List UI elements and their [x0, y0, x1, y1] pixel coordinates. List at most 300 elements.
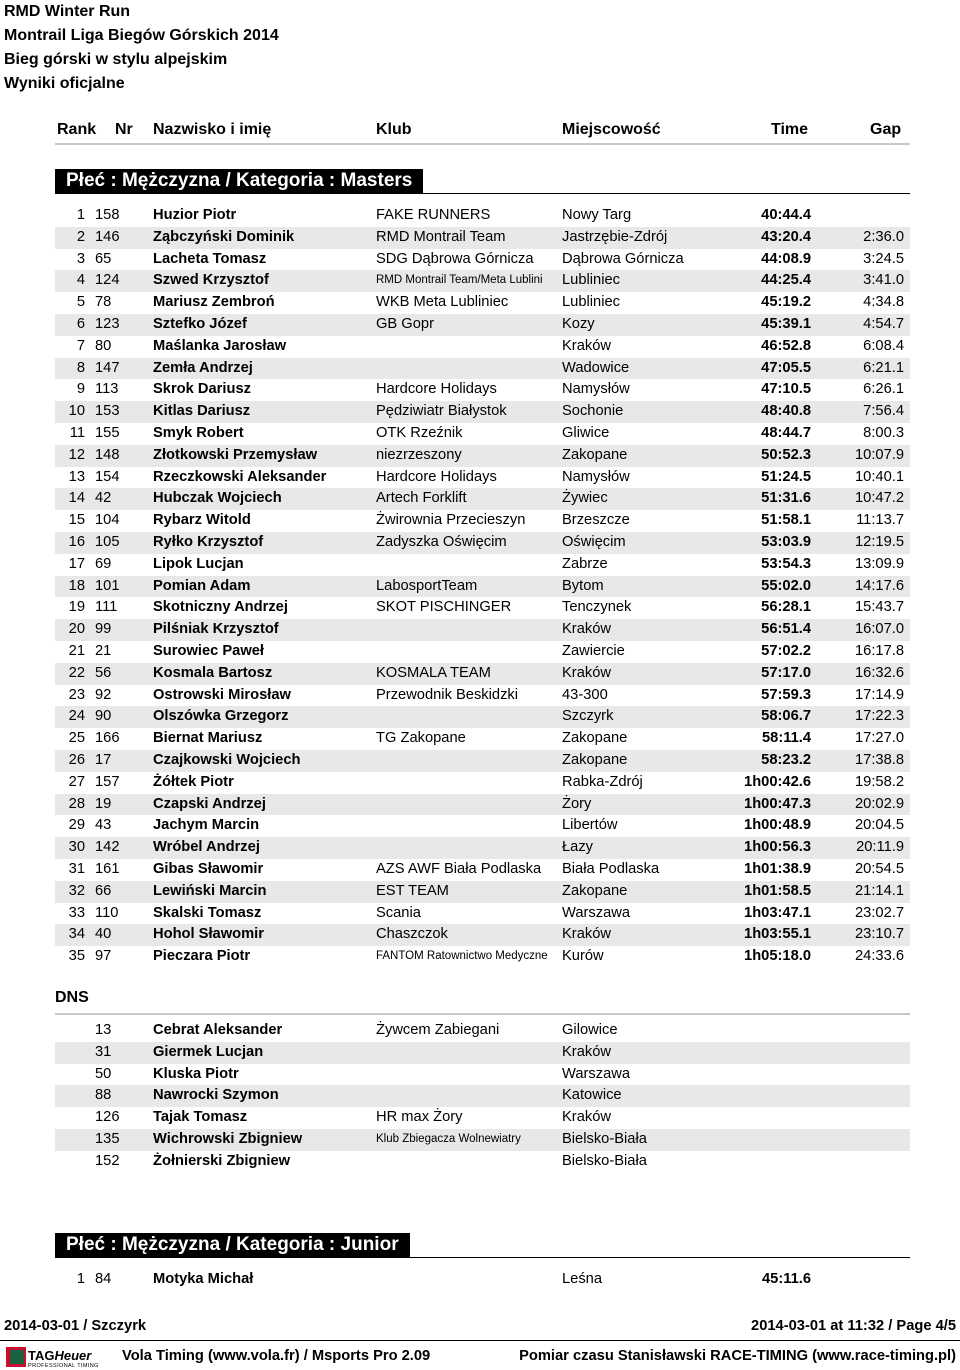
cell-bib: 90 [95, 708, 112, 725]
cell-city: Szczyrk [562, 708, 614, 725]
cell-club: FAKE RUNNERS [376, 207, 491, 223]
cell-time: 47:10.5 [761, 381, 811, 398]
cell-time: 51:24.5 [761, 468, 811, 485]
cell-time: 56:51.4 [761, 621, 811, 638]
cell-name: Lipok Lucjan [153, 555, 244, 572]
cell-rank: 32 [68, 882, 85, 899]
cell-city: Libertów [562, 817, 618, 834]
cell-name: Nawrocki Szymon [153, 1087, 279, 1104]
cell-time: 44:08.9 [761, 250, 811, 267]
table-row [55, 750, 910, 772]
cell-bib: 147 [95, 359, 120, 376]
cell-city: Bytom [562, 577, 604, 594]
cell-city: Lubliniec [562, 294, 620, 311]
cell-city: Lubliniec [562, 272, 620, 289]
cell-rank: 25 [68, 730, 85, 747]
cell-city: Łazy [562, 839, 594, 856]
cell-time: 45:11.6 [761, 1271, 811, 1287]
cell-bib: 166 [95, 730, 120, 747]
table-row [55, 706, 910, 728]
cell-time: 58:23.2 [761, 751, 811, 768]
cell-time: 51:31.6 [761, 490, 811, 507]
cell-city: Kraków [562, 664, 611, 681]
cell-bib: 66 [95, 882, 112, 899]
table-row [55, 728, 910, 750]
cell-bib: 153 [95, 403, 120, 420]
cell-rank: 29 [68, 817, 85, 834]
cell-time: 50:52.3 [761, 446, 811, 463]
cell-time: 1h01:58.5 [744, 882, 811, 899]
cell-bib: 126 [95, 1109, 120, 1126]
cell-gap: 6:21.1 [863, 359, 904, 376]
cell-rank: 35 [68, 948, 85, 965]
cell-bib: 105 [95, 533, 120, 550]
cell-club: Klub Zbiegacza Wolnewiatry [376, 1132, 521, 1145]
cell-time: 55:02.0 [761, 577, 811, 594]
cell-city: Kozy [562, 315, 595, 332]
cell-city: Kurów [562, 948, 604, 965]
category-junior [55, 1233, 910, 1257]
table-row [55, 205, 910, 227]
cell-name: Smyk Robert [153, 424, 244, 441]
cell-gap: 16:32.6 [854, 664, 904, 681]
cell-time: 57:02.2 [761, 642, 811, 659]
cell-name: Czapski Andrzej [153, 795, 266, 812]
table-row [55, 794, 910, 816]
cell-name: Skalski Tomasz [153, 904, 262, 921]
cell-bib: 123 [95, 315, 120, 332]
cell-club: KOSMALA TEAM [376, 664, 491, 681]
table-row [55, 379, 910, 401]
cell-club: TG Zakopane [376, 730, 466, 747]
cell-time: 1h00:56.3 [744, 839, 811, 856]
cell-city: Zakopane [562, 446, 628, 463]
table-row [55, 336, 910, 358]
cell-bib: 99 [95, 621, 112, 638]
footer-date-place: 2014-03-01 / Szczyrk [4, 1318, 147, 1334]
cell-city: Bielsko-Biała [562, 1152, 647, 1169]
cell-city: Nowy Targ [562, 207, 632, 223]
column-headers [0, 119, 960, 141]
table-row [55, 924, 910, 946]
cell-club: GB Gopr [376, 315, 434, 332]
cell-gap: 19:58.2 [854, 773, 904, 790]
cell-city: Namysłów [562, 468, 630, 485]
cell-city: Zakopane [562, 882, 628, 899]
cell-gap: 24:33.6 [854, 948, 904, 965]
category-underline [55, 193, 910, 194]
league-title: Montrail Liga Biegów Górskich 2014 [4, 27, 279, 44]
cell-bib: 148 [95, 446, 120, 463]
cell-bib: 43 [95, 817, 112, 834]
cell-bib: 104 [95, 512, 120, 529]
cell-gap: 20:04.5 [854, 817, 904, 834]
cell-club: Zadyszka Oświęcim [376, 533, 507, 550]
cell-city: Namysłów [562, 381, 630, 398]
tag-heuer-logo [6, 1346, 112, 1368]
cell-bib: 65 [95, 250, 112, 267]
cell-name: Szwed Krzysztof [153, 272, 269, 289]
cell-time: 44:25.4 [761, 272, 811, 289]
race-title: Bieg górski w stylu alpejskim [4, 51, 228, 68]
table-row [55, 1042, 910, 1064]
cell-city: Sochonie [562, 403, 624, 420]
cell-club: niezrzeszony [376, 446, 462, 463]
cell-city: Kraków [562, 1043, 611, 1060]
cell-gap: 3:41.0 [863, 272, 904, 289]
cell-time: 45:19.2 [761, 294, 811, 311]
cell-gap: 14:17.6 [854, 577, 904, 594]
cell-city: Oświęcim [562, 533, 626, 550]
col-time: Time [771, 121, 809, 138]
cell-rank: 4 [76, 272, 85, 289]
table-row [55, 554, 910, 576]
cell-club: Hardcore Holidays [376, 381, 497, 398]
cell-gap: 10:47.2 [854, 490, 904, 507]
cell-city: Kraków [562, 621, 611, 638]
table-row [55, 358, 910, 380]
cell-rank: 31 [68, 860, 85, 877]
cell-city: Zawiercie [562, 642, 625, 659]
cell-gap: 10:40.1 [854, 468, 904, 485]
cell-bib: 97 [95, 948, 112, 965]
cell-bib: 40 [95, 926, 112, 943]
cell-city: Zabrze [562, 555, 608, 572]
cell-bib: 113 [95, 381, 119, 398]
cell-time: 53:54.3 [761, 555, 811, 572]
cell-city: Warszawa [562, 904, 631, 921]
cell-gap: 21:14.1 [854, 882, 904, 899]
cell-name: Żołnierski Zbigniew [153, 1152, 291, 1169]
cell-bib: 78 [95, 294, 112, 311]
cell-time: 57:59.3 [761, 686, 811, 703]
cell-city: Kraków [562, 337, 611, 354]
table-row [55, 641, 910, 663]
cell-name: Motyka Michał [153, 1271, 254, 1287]
table-row [55, 1064, 910, 1086]
cell-club: OTK Rzeźnik [376, 424, 463, 441]
cell-bib: 101 [95, 577, 120, 594]
cell-city: Zakopane [562, 751, 628, 768]
cell-gap: 20:11.9 [856, 839, 904, 856]
cell-gap: 4:34.8 [863, 294, 904, 311]
cell-club: Pędziwiatr Białystok [376, 403, 507, 420]
cell-rank: 1 [76, 207, 85, 223]
cell-rank: 34 [68, 926, 85, 943]
cell-city: Bielsko-Biała [562, 1130, 647, 1147]
table-row [55, 1020, 910, 1042]
cell-time: 1h03:55.1 [744, 926, 811, 943]
cell-name: Ryłko Krzysztof [153, 533, 264, 550]
cell-bib: 21 [95, 642, 112, 659]
cell-bib: 146 [95, 228, 120, 245]
cell-bib: 88 [95, 1087, 112, 1104]
cell-name: Sztefko Józef [153, 315, 247, 332]
cell-rank: 11 [69, 424, 85, 441]
table-row [55, 1129, 910, 1151]
cell-bib: 110 [95, 904, 119, 921]
cell-city: Jastrzębie-Zdrój [562, 228, 668, 245]
cell-bib: 50 [95, 1065, 112, 1082]
cell-club: RMD Montrail Team [376, 228, 506, 245]
cell-name: Kluska Piotr [153, 1065, 239, 1082]
cell-gap: 7:56.4 [863, 403, 904, 420]
category-title: Płeć : Mężczyzna / Kategoria : Masters [55, 169, 423, 193]
cell-rank: 24 [68, 708, 85, 725]
cell-name: Olszówka Grzegorz [153, 708, 289, 725]
cell-name: Lacheta Tomasz [153, 250, 267, 267]
cell-gap: 17:27.0 [854, 730, 904, 747]
cell-time: 43:20.4 [761, 228, 811, 245]
table-row [55, 270, 910, 292]
category-title: Płeć : Mężczyzna / Kategoria : Junior [55, 1233, 410, 1257]
cell-club: Przewodnik Beskidzki [376, 686, 519, 703]
results-table-masters [55, 205, 910, 968]
cell-bib: 84 [95, 1271, 112, 1287]
cell-time: 58:06.7 [761, 708, 811, 725]
cell-name: Rybarz Witold [153, 512, 251, 529]
cell-city: Biała Podlaska [562, 860, 660, 877]
cell-club: AZS AWF Biała Podlaska [376, 860, 542, 877]
cell-rank: 1 [76, 1271, 85, 1287]
cell-time: 57:17.0 [761, 664, 811, 681]
table-row [55, 946, 910, 968]
cell-time: 1h01:38.9 [744, 860, 811, 877]
cell-gap: 8:00.3 [863, 424, 904, 441]
cell-rank: 28 [68, 795, 85, 812]
col-name: Nazwisko i imię [153, 121, 272, 138]
table-row [55, 903, 910, 925]
table-row [55, 314, 910, 336]
cell-name: Kitlas Dariusz [153, 403, 251, 420]
cell-rank: 5 [76, 294, 85, 311]
cell-rank: 10 [68, 403, 85, 420]
cell-city: Żywiec [562, 490, 608, 507]
svg-text:TAGHeuer: TAGHeuer [28, 1348, 92, 1363]
cell-name: Wichrowski Zbigniew [153, 1130, 303, 1147]
results-title: Wyniki oficjalne [4, 75, 125, 92]
cell-gap: 17:14.9 [854, 686, 904, 703]
cell-name: Pilśniak Krzysztof [153, 621, 279, 638]
cell-club: Hardcore Holidays [376, 468, 497, 485]
cell-city: Warszawa [562, 1065, 631, 1082]
cell-rank: 12 [68, 446, 85, 463]
col-city: Miejscowość [562, 121, 661, 138]
table-row [55, 663, 910, 685]
cell-time: 51:58.1 [761, 512, 811, 529]
cell-rank: 21 [68, 642, 85, 659]
cell-city: Zakopane [562, 730, 628, 747]
cell-gap: 17:38.8 [854, 751, 904, 768]
table-row [55, 685, 910, 707]
cell-gap: 10:07.9 [854, 446, 904, 463]
cell-club: Żwirownia Przecieszyn [376, 512, 526, 529]
footer-rule [0, 1340, 960, 1341]
cell-gap: 6:08.4 [863, 337, 904, 354]
cell-rank: 23 [68, 686, 85, 703]
cell-rank: 26 [68, 751, 85, 768]
footer-credit: Pomiar czasu Stanisławski RACE-TIMING (www.race-timing.pl) [519, 1348, 956, 1364]
cell-gap: 12:19.5 [854, 533, 904, 550]
cell-gap: 20:02.9 [854, 795, 904, 812]
cell-gap: 16:07.0 [854, 621, 904, 638]
cell-name: Skrok Dariusz [153, 381, 251, 398]
cell-time: 1h00:42.6 [744, 773, 811, 790]
cell-time: 48:40.8 [761, 403, 811, 420]
cell-bib: 155 [95, 424, 120, 441]
cell-name: Maślanka Jarosław [153, 337, 287, 354]
cell-bib: 19 [95, 795, 112, 812]
cell-time: 47:05.5 [761, 359, 811, 376]
cell-bib: 31 [95, 1043, 112, 1060]
cell-name: Hohol Sławomir [153, 926, 264, 943]
results-table-junior [55, 1269, 910, 1291]
cell-gap: 20:54.5 [854, 860, 904, 877]
cell-rank: 3 [76, 250, 85, 267]
cell-time: 1h05:18.0 [744, 948, 811, 965]
cell-name: Skotniczny Andrzej [153, 599, 288, 616]
cell-name: Jachym Marcin [153, 817, 260, 834]
table-row [55, 292, 910, 314]
cell-gap: 23:02.7 [854, 904, 904, 921]
cell-gap: 16:17.8 [854, 642, 904, 659]
cell-rank: 33 [68, 904, 85, 921]
cell-name: Kosmala Bartosz [153, 664, 273, 681]
table-row [55, 772, 910, 794]
cell-rank: 9 [76, 381, 85, 398]
cell-rank: 15 [68, 512, 85, 529]
category-masters [55, 169, 910, 193]
table-row [55, 532, 910, 554]
col-nr: Nr [115, 121, 133, 138]
cell-club: Chaszczok [376, 926, 448, 943]
table-row [55, 249, 910, 271]
cell-name: Zemła Andrzej [153, 359, 253, 376]
cell-name: Ostrowski Mirosław [153, 686, 291, 703]
cell-club: SKOT PISCHINGER [376, 599, 512, 616]
cell-name: Cebrat Aleksander [153, 1022, 283, 1038]
event-title: RMD Winter Run [4, 3, 131, 20]
dns-label: DNS [55, 989, 89, 1006]
cell-name: Gibas Sławomir [153, 860, 264, 877]
results-table-dns [55, 1020, 910, 1173]
category-underline [55, 1257, 910, 1258]
cell-bib: 142 [95, 839, 120, 856]
cell-name: Pomian Adam [153, 577, 251, 594]
cell-bib: 69 [95, 555, 112, 572]
cell-name: Ząbczyński Dominik [153, 228, 295, 245]
cell-bib: 56 [95, 664, 112, 681]
cell-city: Wadowice [562, 359, 630, 376]
cell-city: Dąbrowa Górnicza [562, 250, 684, 267]
cell-name: Złotkowski Przemysław [153, 446, 318, 463]
cell-time: 53:03.9 [761, 533, 811, 550]
cell-club: EST TEAM [376, 882, 449, 899]
cell-time: 40:44.4 [761, 207, 811, 223]
cell-bib: 152 [95, 1152, 120, 1169]
cell-time: 45:39.1 [761, 315, 811, 332]
cell-rank: 7 [76, 337, 85, 354]
cell-name: Huzior Piotr [153, 207, 237, 223]
cell-rank: 17 [68, 555, 85, 572]
cell-time: 1h00:47.3 [744, 795, 811, 812]
cell-gap: 11:13.7 [856, 512, 904, 529]
cell-bib: 158 [95, 207, 120, 223]
cell-rank: 14 [68, 490, 85, 507]
svg-text:PROFESSIONAL TIMING: PROFESSIONAL TIMING [28, 1363, 99, 1368]
cell-rank: 18 [68, 577, 85, 594]
cell-gap: 4:54.7 [863, 315, 904, 332]
cell-name: Giermek Lucjan [153, 1043, 264, 1060]
col-rank: Rank [57, 121, 97, 138]
table-row [55, 597, 910, 619]
dns-rule [55, 1013, 910, 1015]
cell-rank: 30 [68, 839, 85, 856]
table-row [55, 488, 910, 510]
cell-gap: 23:10.7 [854, 926, 904, 943]
cell-rank: 6 [76, 315, 85, 332]
cell-club: Żywcem Zabiegani [376, 1022, 500, 1038]
table-row [55, 1269, 910, 1291]
cell-city: Gilowice [562, 1022, 618, 1038]
table-row [55, 815, 910, 837]
cell-name: Czajkowski Wojciech [153, 751, 301, 768]
cell-rank: 20 [68, 621, 85, 638]
cell-club: SDG Dąbrowa Górnicza [376, 250, 534, 267]
table-row [55, 1085, 910, 1107]
cell-name: Rzeczkowski Aleksander [153, 468, 327, 485]
header-rule [55, 143, 910, 145]
footer-vola: Vola Timing (www.vola.fr) / Msports Pro 2.09 [122, 1348, 431, 1364]
col-gap: Gap [870, 121, 902, 138]
table-row [55, 467, 910, 489]
cell-name: Tajak Tomasz [153, 1109, 248, 1126]
col-club: Klub [376, 121, 412, 138]
cell-club: Artech Forklift [376, 490, 467, 507]
cell-bib: 13 [95, 1022, 112, 1038]
cell-rank: 13 [68, 468, 85, 485]
table-row [55, 576, 910, 598]
cell-city: Gliwice [562, 424, 610, 441]
cell-bib: 135 [95, 1130, 120, 1147]
cell-time: 56:28.1 [761, 599, 811, 616]
cell-bib: 92 [95, 686, 112, 703]
table-row [55, 1107, 910, 1129]
table-row [55, 510, 910, 532]
cell-name: Mariusz Zembroń [153, 294, 275, 311]
cell-city: Kraków [562, 926, 611, 943]
cell-name: Wróbel Andrzej [153, 839, 260, 856]
cell-gap: 3:24.5 [863, 250, 904, 267]
cell-city: Rabka-Zdrój [562, 773, 643, 790]
cell-name: Biernat Mariusz [153, 730, 263, 747]
cell-gap: 6:26.1 [863, 381, 904, 398]
cell-rank: 8 [76, 359, 85, 376]
cell-club: Scania [376, 904, 421, 921]
cell-city: Brzeszcze [562, 512, 630, 529]
table-row [55, 1151, 910, 1173]
cell-name: Hubczak Wojciech [153, 490, 282, 507]
cell-bib: 154 [95, 468, 120, 485]
cell-name: Pieczara Piotr [153, 948, 251, 965]
cell-bib: 111 [95, 599, 118, 616]
cell-rank: 27 [68, 773, 85, 790]
table-row [55, 859, 910, 881]
table-row [55, 881, 910, 903]
cell-rank: 2 [76, 228, 85, 245]
footer-page: 2014-03-01 at 11:32 / Page 4/5 [751, 1318, 956, 1334]
cell-gap: 2:36.0 [863, 228, 904, 245]
